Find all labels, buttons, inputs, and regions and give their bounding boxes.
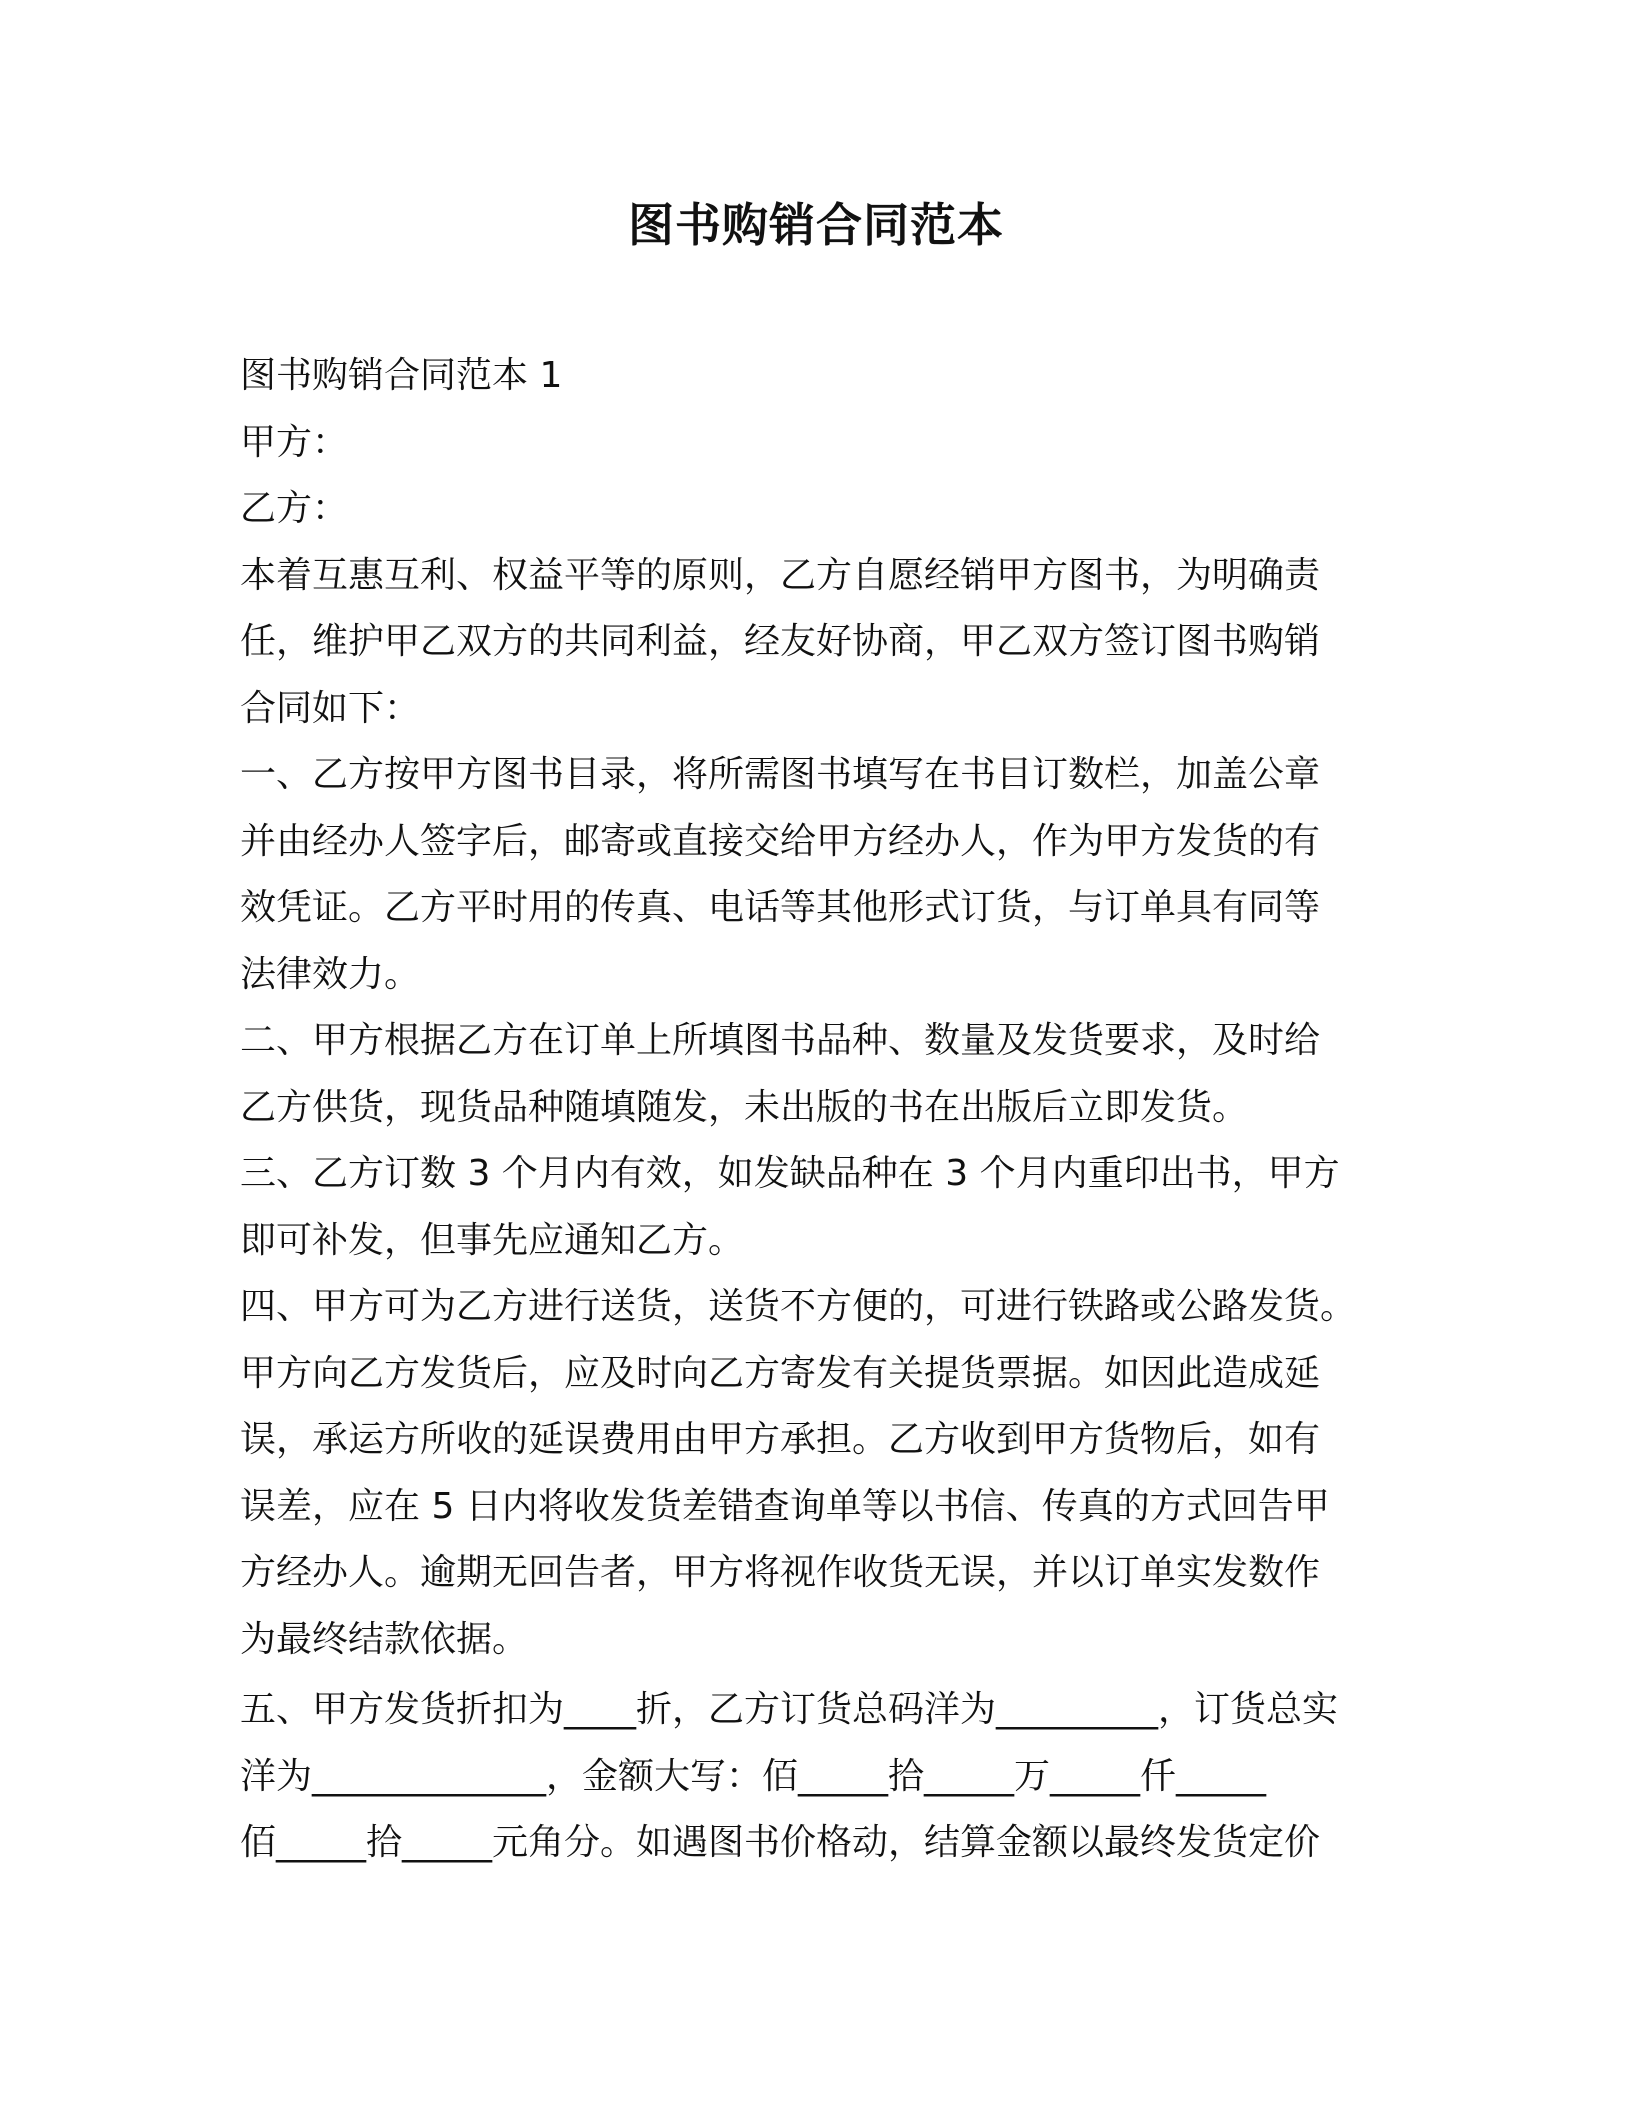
clause-4-line: 四、甲方可为乙方进行送货，送货不方便的，可进行铁路或公路发货。	[240, 1286, 1357, 1327]
clause-4-line: 误差，应在 5 日内将收发货差错查询单等以书信、传真的方式回告甲	[240, 1485, 1330, 1527]
clause-4-line: 为最终结款依据。	[240, 1618, 529, 1660]
preamble-line: 本着互惠互利、权益平等的原则，乙方自愿经销甲方图书，为明确责	[240, 554, 1321, 596]
clause-2-line: 乙方供货，现货品种随填随发，未出版的书在出版后立即发货。	[240, 1086, 1249, 1128]
clause-1-line: 法律效力。	[240, 953, 421, 995]
clause-3-line: 即可补发，但事先应通知乙方。	[240, 1219, 745, 1261]
clause-1-line: 效凭证。乙方平时用的传真、电话等其他形式订货，与订单具有同等	[240, 887, 1321, 928]
clause-4-line: 误，承运方所收的延误费用由甲方承担。乙方收到甲方货物后，如有	[240, 1419, 1321, 1460]
clause-5-line: 五、甲方发货折扣为____折，乙方订货总码洋为_________，订货总实	[240, 1689, 1339, 1730]
document-body	[240, 343, 1390, 1877]
clause-5-line: 佰_____拾_____元角分。如遇图书价格动，结算金额以最终发货定价	[240, 1822, 1321, 1863]
clause-2-line: 二、甲方根据乙方在订单上所填图书品种、数量及发货要求，及时给	[240, 1020, 1321, 1061]
party-b-line: 乙方：	[240, 488, 349, 529]
document-title: 图书购销合同范本	[628, 198, 1004, 252]
preamble-line: 任，维护甲乙双方的共同利益，经友好协商，甲乙双方签订图书购销	[240, 621, 1321, 662]
preamble-line: 合同如下：	[240, 687, 421, 729]
clause-1-line: 一、乙方按甲方图书目录，将所需图书填写在书目订数栏，加盖公章	[240, 754, 1321, 795]
party-a-line: 甲方：	[240, 421, 349, 463]
clause-3-line: 三、乙方订数 3 个月内有效，如发缺品种在 3 个月内重印出书，甲方	[240, 1153, 1340, 1194]
section-heading: 图书购销合同范本 1	[240, 355, 563, 396]
clause-1-line: 并由经办人签字后，邮寄或直接交给甲方经办人，作为甲方发货的有	[240, 820, 1321, 862]
clause-4-line: 方经办人。逾期无回告者，甲方将视作收货无误，并以订单实发数作	[240, 1552, 1321, 1593]
clause-4-line: 甲方向乙方发货后，应及时向乙方寄发有关提货票据。如因此造成延	[240, 1352, 1321, 1394]
clause-5-line: 洋为_____________，金额大写：佰_____拾_____万_____仟_____	[240, 1755, 1267, 1797]
